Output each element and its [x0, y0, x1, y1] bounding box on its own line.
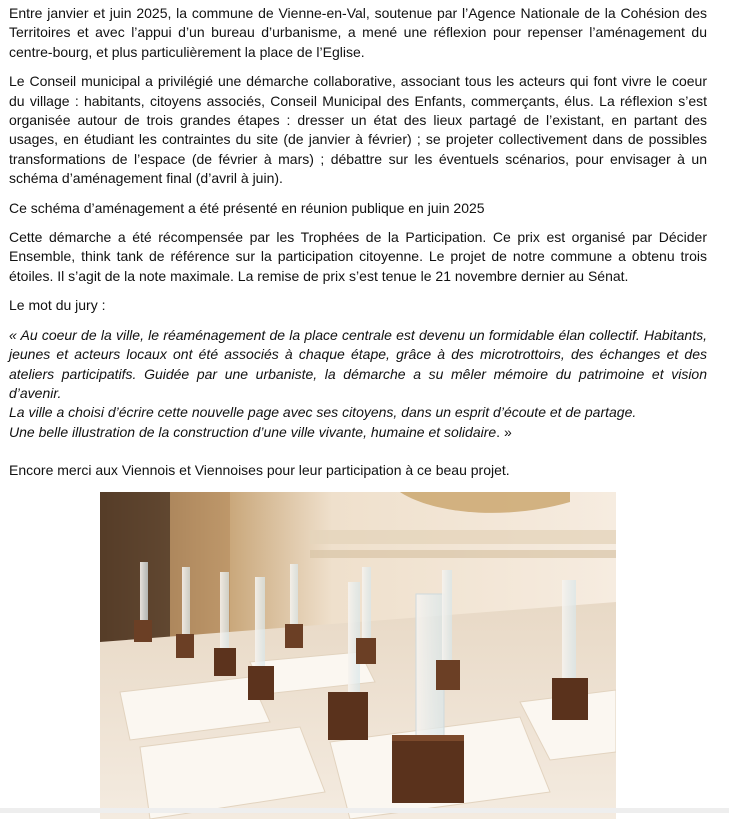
award-ceremony-photo [100, 492, 616, 819]
intro-paragraph: Entre janvier et juin 2025, la commune de Vienne-en-Val, soutenue par l’Agence Nationale de la Cohésion des Territoires et avec l’appui d’un bureau d’urbanisme, a mené une réflexion pour repenser l’aménagement du centre-bourg, et plus particulièrement la place de l’Eglise. [9, 5, 707, 60]
approach-paragraph: Le Conseil municipal a privilégié une démarche collaborative, associant tous les acteurs qui font vivre le coeur du village : habitants, citoyens associés, Conseil Municipal des Enfants, commerçants, élus. La réflexion s’est organisée autour de trois grandes étapes : dresser un état des lieux partagé de l’existant, en partant des usages, en étudiant les contraintes du site (de janvier à février) ; se projeter collectivement dans de possibles transformations de l’espace (de février à mars) ; débattre sur les éventuels scénarios, pour envisager à un schéma d’aménagement final (d’avril à juin). [9, 73, 707, 187]
quote-line-3-end: . » [496, 423, 512, 440]
jury-quote [9, 326, 707, 442]
page-bottom-edge [0, 808, 729, 813]
quote-line-3-text: Une belle illustration de la construction d’une ville vivante, humaine et solidaire [9, 423, 497, 440]
doorway [100, 492, 170, 642]
presentation-paragraph: Ce schéma d’aménagement a été présenté en réunion publique en juin 2025 [9, 199, 485, 216]
quote-line-2: La ville a choisi d’écrire cette nouvelle page avec ses citoyens, dans un esprit d’écoute et de partage. [9, 404, 637, 421]
trophies-illustration [100, 492, 616, 819]
thanks-paragraph: Encore merci aux Viennois et Viennoises pour leur participation à ce beau projet. [9, 462, 510, 479]
award-paragraph: Cette démarche a été récompensée par les Trophées de la Participation. Ce prix est organisé par Décider Ensemble, think tank de référence sur la participation citoyenne. Le projet de notre commune a obtenu trois étoiles. Il s’agit de la note maximale. La remise de prix s’est tenue le 21 novembre dernier au Sénat. [9, 229, 707, 284]
quote-line-1: « Au coeur de la ville, le réaménagement de la place centrale est devenu un formidable élan collectif. Habitants, jeunes et acteurs locaux ont été associés à chaque étape, grâce à des microtrottoirs, des échanges et des ateliers participatifs. Guidée par une urbaniste, la démarche a su mêler mémoire du patrimoine et vision d’avenir. [9, 326, 707, 401]
quote-line-3 [9, 423, 707, 442]
jury-heading: Le mot du jury : [9, 297, 106, 314]
